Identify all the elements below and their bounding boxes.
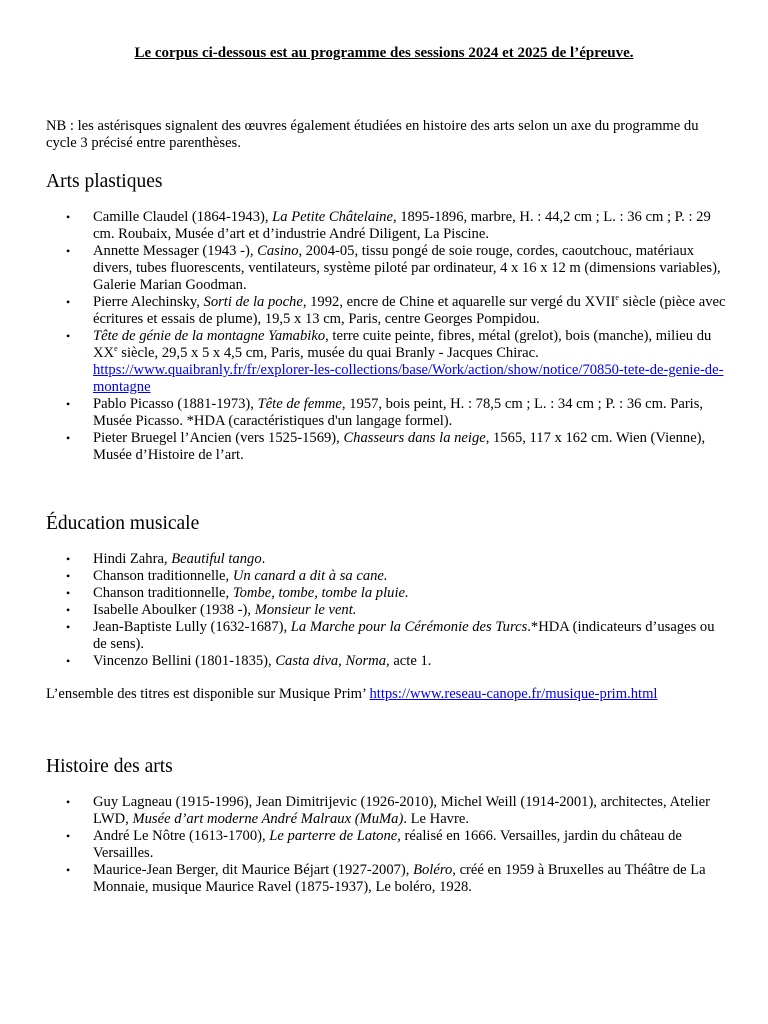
item-text-i: La Marche pour la Cérémonie des Turcs bbox=[290, 619, 528, 635]
list-item bbox=[46, 828, 726, 862]
item-text-c: siècle, 29,5 x 5 x 4,5 cm, Paris, musée du quai Branly - Jacques Chirac. bbox=[117, 345, 539, 361]
item-text-b: , 1992, encre de Chine et aquarelle sur vergé du XVII bbox=[302, 294, 616, 310]
item-text-i: Musée d’art moderne André Malraux (MuMa) bbox=[132, 811, 404, 827]
item-text-sup: e bbox=[615, 293, 619, 302]
history-list bbox=[46, 794, 726, 896]
list-item bbox=[46, 585, 726, 602]
item-text-i: Beautiful tango bbox=[171, 551, 262, 567]
list-item bbox=[46, 794, 726, 828]
item-text-i: Monsieur le vent. bbox=[254, 602, 357, 618]
item-text-a: Hindi Zahra, bbox=[93, 551, 172, 567]
item-text-a: Vincenzo Bellini (1801-1835), bbox=[93, 653, 276, 669]
music-note-text: L’ensemble des titres est disponible sur Musique Prim’ bbox=[46, 686, 370, 702]
list-item bbox=[46, 602, 726, 619]
list-item bbox=[46, 551, 726, 568]
list-item bbox=[46, 396, 726, 430]
item-text-i: Sorti de la poche bbox=[203, 294, 303, 310]
item-text-b: , terre cuite peinte, fibres, métal (grelot), bois (manche), milieu du XX bbox=[93, 328, 712, 361]
item-text-b: . Le Havre. bbox=[403, 811, 469, 827]
page-title: Le corpus ci-dessous est au programme des sessions 2024 et 2025 de l’épreuve. bbox=[134, 45, 634, 61]
item-text-c: siècle (pièce avec écritures et essais de plume), 19,5 x 13 cm, Paris, centre Georges Pompidou. bbox=[93, 294, 726, 327]
item-text-b: , 1957, bois peint, H. : 78,5 cm ; L. : 34 cm ; P. : 36 cm. Paris, Musée Picasso. *HDA (caractéristiques d'un langage formel). bbox=[93, 396, 704, 429]
list-item bbox=[46, 209, 726, 243]
item-text-i: Le parterre de Latone bbox=[269, 828, 398, 844]
list-item bbox=[46, 430, 726, 464]
section-heading-history: Histoire des arts bbox=[46, 756, 173, 777]
musique-prim-link[interactable]: https://www.reseau-canope.fr/musique-prim.html bbox=[369, 686, 658, 702]
item-text-i: La Petite Châtelaine bbox=[272, 209, 393, 225]
item-text-i: Casino bbox=[257, 243, 299, 259]
music-list bbox=[46, 551, 726, 670]
section-heading-arts: Arts plastiques bbox=[46, 171, 163, 192]
list-item bbox=[46, 243, 726, 294]
nb-note: NB : les astérisques signalent des œuvres également étudiées en histoire des arts selon un axe du programme du cycle 3 précisé entre parenthèses. bbox=[46, 118, 699, 151]
item-text-a: Camille Claudel (1864-1943), bbox=[93, 209, 273, 225]
section-heading-music: Éducation musicale bbox=[46, 513, 200, 534]
item-text-a: Jean-Baptiste Lully (1632-1687), bbox=[93, 619, 291, 635]
item-text-a: Chanson traditionnelle, bbox=[93, 568, 233, 584]
list-item bbox=[46, 328, 726, 396]
item-text-a: André Le Nôtre (1613-1700), bbox=[93, 828, 270, 844]
item-text-b: , réalisé en 1666. Versailles, jardin du château de Versailles. bbox=[93, 828, 682, 861]
item-text-a: Annette Messager (1943 -), bbox=[93, 243, 258, 259]
item-text-b: , acte 1. bbox=[386, 653, 432, 669]
item-text-a: Pieter Bruegel l’Ancien (vers 1525-1569), bbox=[93, 430, 344, 446]
item-link[interactable]: https://www.quaibranly.fr/fr/explorer-les-collections/base/Work/action/show/notice/70850-tete-de-genie-de-montagne bbox=[93, 362, 724, 395]
item-text-sup: e bbox=[114, 344, 118, 353]
item-text-i: Chasseurs dans la neige bbox=[343, 430, 486, 446]
arts-list bbox=[46, 209, 726, 464]
item-text-a: Chanson traditionnelle, bbox=[93, 585, 233, 601]
item-text-a: Maurice-Jean Berger, dit Maurice Béjart (1927-2007), bbox=[93, 862, 414, 878]
item-text-i: Tête de génie de la montagne Yamabiko bbox=[93, 328, 326, 344]
music-note bbox=[46, 686, 726, 703]
list-item bbox=[46, 862, 726, 896]
list-item bbox=[46, 294, 726, 328]
list-item bbox=[46, 568, 726, 585]
item-text-i: Tête de femme bbox=[257, 396, 342, 412]
list-item bbox=[46, 653, 726, 670]
item-text-a: Pierre Alechinsky, bbox=[93, 294, 204, 310]
item-text-b: .*HDA (indicateurs d’usages ou de sens). bbox=[93, 619, 715, 652]
item-text-b: . bbox=[261, 551, 266, 567]
item-text-i: Boléro bbox=[413, 862, 453, 878]
item-text-a: Pablo Picasso (1881-1973), bbox=[93, 396, 258, 412]
item-text-i: Casta diva, Norma bbox=[275, 653, 387, 669]
list-item bbox=[46, 619, 726, 653]
item-text-i: Un canard a dit à sa cane. bbox=[232, 568, 388, 584]
item-text-a: Isabelle Aboulker (1938 -), bbox=[93, 602, 255, 618]
item-text-b: , 1565, 117 x 162 cm. Wien (Vienne), Musée d’Histoire de l’art. bbox=[93, 430, 706, 463]
item-text-i: Tombe, tombe, tombe la pluie. bbox=[232, 585, 409, 601]
item-text-b: , 2004-05, tissu pongé de soie rouge, cordes, caoutchouc, matériaux divers, tubes fluorescents, ventilateurs, système piloté par ordinateur, 4 x 16 x 12 m (dimensions variables), Galerie Marian Goodman. bbox=[93, 243, 721, 293]
item-text-b: , 1895-1896, marbre, H. : 44,2 cm ; L. : 36 cm ; P. : 29 cm. Roubaix, Musée d’art et d’industrie André Diligent, La Piscine. bbox=[93, 209, 711, 242]
item-text-a: Guy Lagneau (1915-1996), Jean Dimitrijevic (1926-2010), Michel Weill (1914-2001), architectes, Atelier LWD, bbox=[93, 794, 710, 827]
item-text-b: , créé en 1959 à Bruxelles au Théâtre de La Monnaie, musique Maurice Ravel (1875-1937), Le boléro, 1928. bbox=[93, 862, 706, 895]
